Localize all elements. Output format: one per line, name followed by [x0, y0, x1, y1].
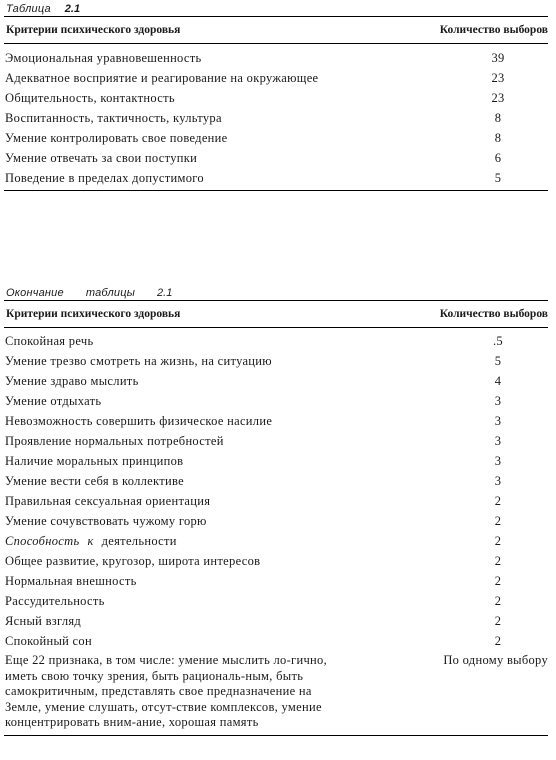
- table-2-caption: [4, 286, 548, 300]
- table-row: [4, 331, 548, 351]
- criteria-cell: Умение здраво мыслить: [5, 373, 139, 388]
- table-row: [4, 431, 548, 451]
- criteria-cell: Адекватное восприятие и реагирование на окружающее: [5, 70, 319, 85]
- caption-number: 2.1: [64, 3, 81, 15]
- criteria-cell: Воспитанность, тактичность, культура: [5, 110, 222, 125]
- criteria-part-italic: Способность: [5, 533, 80, 548]
- count-cell: 5: [494, 170, 502, 185]
- criteria-cell: Ясный взгляд: [5, 613, 82, 628]
- count-cell: 2: [494, 513, 502, 528]
- table-row: [4, 168, 548, 188]
- count-cell: 6: [494, 150, 502, 165]
- count-cell: 2: [494, 633, 502, 648]
- table-row: [4, 371, 548, 391]
- count-cell: 2: [494, 573, 502, 588]
- criteria-cell: Умение трезво смотреть на жизнь, на ситуацию: [5, 353, 272, 368]
- count-cell: 2: [494, 593, 502, 608]
- count-cell: 8: [494, 110, 502, 125]
- table-2-header: [4, 301, 548, 327]
- caption-number: 2.1: [157, 287, 173, 299]
- table-row: [4, 88, 548, 108]
- criteria-cell: Наличие моральных принципов: [5, 453, 184, 468]
- criteria-cell: Проявление нормальных потребностей: [5, 433, 224, 448]
- criteria-cell: Умение отвечать за свои поступки: [5, 150, 198, 165]
- criteria-cell: Еще 22 признака, в том числе: умение мыслить ло-гично, иметь свою точку зрения, быть рациональ-ным, быть самокритичным, представлять свое предназначение на Земле, умение слушать, отсут-ствие комплексов, умение концентрировать вним-ание, хорошая память: [5, 653, 328, 729]
- caption-word: Окончание: [6, 287, 64, 299]
- table-row: [4, 571, 548, 591]
- criteria-cell: Нормальная внешность: [5, 573, 137, 588]
- count-cell: 3: [494, 473, 502, 488]
- count-cell: 2: [494, 533, 502, 548]
- count-cell: 4: [494, 373, 502, 388]
- count-cell: 3: [494, 393, 502, 408]
- count-cell: 2: [494, 553, 502, 568]
- table-row: [4, 611, 548, 631]
- count-cell: По одному выбору: [443, 653, 548, 667]
- bottom-rule: [4, 190, 548, 191]
- count-cell: 2: [494, 493, 502, 508]
- table-row: [4, 411, 548, 431]
- criteria-cell: Умение вести себя в коллективе: [5, 473, 184, 488]
- table-row: [4, 591, 548, 611]
- table-2: [4, 286, 548, 736]
- count-cell: 5: [494, 353, 502, 368]
- table-row: [4, 128, 548, 148]
- criteria-cell: Умение контролировать свое поведение: [5, 130, 228, 145]
- criteria-cell: Рассудительность: [5, 593, 105, 608]
- table-row: [4, 551, 548, 571]
- bottom-rule: [4, 735, 548, 736]
- table-row: [4, 391, 548, 411]
- table-row: [4, 108, 548, 128]
- caption-word: таблицы: [85, 287, 136, 299]
- criteria-cell: [4, 534, 448, 549]
- table-1-caption: [4, 2, 548, 16]
- table-row: [4, 451, 548, 471]
- criteria-cell: Правильная сексуальная ориентация: [5, 493, 211, 508]
- table-row: [4, 148, 548, 168]
- count-cell: 3: [494, 453, 502, 468]
- criteria-cell: Общительность, контактность: [5, 90, 175, 105]
- count-cell: 23: [491, 70, 505, 85]
- col-criteria-header: Критерии психического здоровья: [6, 308, 181, 320]
- table-1-header: [4, 17, 548, 43]
- table-row: [4, 471, 548, 491]
- count-cell: 3: [494, 413, 502, 428]
- table-row: [4, 511, 548, 531]
- col-criteria-header: Критерии психического здоровья: [6, 24, 181, 36]
- table-row: [4, 531, 548, 551]
- table-row: [4, 651, 548, 731]
- criteria-cell: Умение сочувствовать чужому горю: [5, 513, 207, 528]
- count-cell: .5: [493, 333, 503, 348]
- count-cell: 39: [491, 50, 505, 65]
- criteria-part-italic: к: [87, 533, 94, 548]
- criteria-cell: Умение отдыхать: [5, 393, 102, 408]
- col-count-header: Количество выборов: [439, 308, 548, 320]
- table-1-body: [4, 44, 548, 188]
- count-cell: 3: [494, 433, 502, 448]
- criteria-cell: Общее развитие, кругозор, широта интересов: [5, 553, 261, 568]
- criteria-cell: Поведение в пределах допустимого: [5, 170, 204, 185]
- criteria-part: деятельности: [101, 533, 177, 548]
- table-1: [4, 2, 548, 191]
- table-2-body: [4, 328, 548, 731]
- count-cell: 8: [494, 130, 502, 145]
- criteria-cell: Эмоциональная уравновешенность: [5, 50, 202, 65]
- table-row: [4, 48, 548, 68]
- table-row: [4, 631, 548, 651]
- criteria-cell: Невозможность совершить физическое насилие: [5, 413, 273, 428]
- table-row: [4, 491, 548, 511]
- table-row: [4, 351, 548, 371]
- count-cell: 2: [494, 613, 502, 628]
- criteria-cell: Спокойный сон: [5, 633, 92, 648]
- col-count-header: Количество выборов: [439, 24, 548, 36]
- table-row: [4, 68, 548, 88]
- caption-word: Таблица: [6, 3, 51, 15]
- criteria-cell: Спокойная речь: [5, 333, 94, 348]
- count-cell: 23: [491, 90, 505, 105]
